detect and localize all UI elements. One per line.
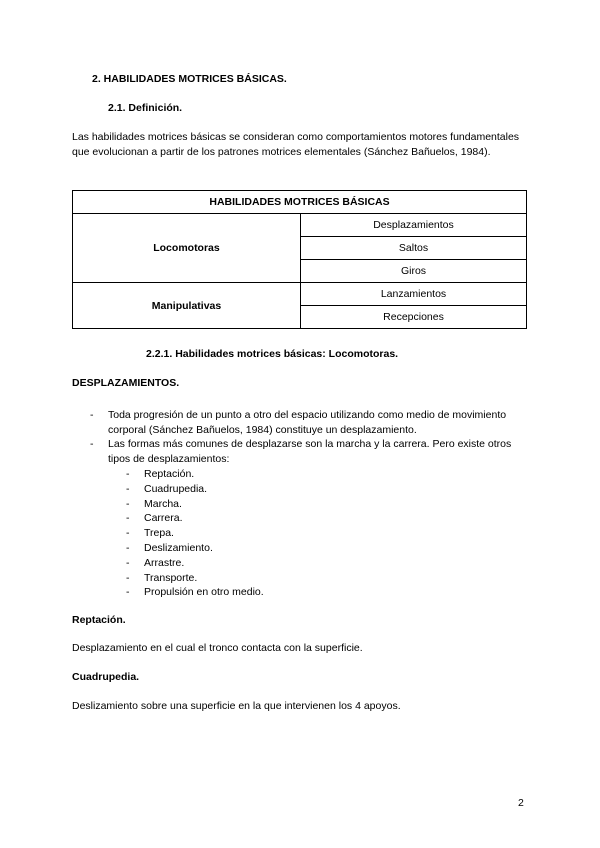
list-item: - Marcha. — [126, 497, 530, 512]
subsection-heading: 2.1. Definición. — [108, 102, 183, 114]
bullet-list — [90, 408, 530, 600]
list-item: - Propulsión en otro medio. — [126, 585, 530, 600]
section-heading: 2. HABILIDADES MOTRICES BÁSICAS. — [92, 73, 287, 85]
skills-table — [72, 190, 527, 329]
table-cell: Lanzamientos — [301, 283, 527, 306]
list-item: - Trepa. — [126, 526, 530, 541]
table-row — [73, 283, 527, 306]
list-item: - Reptación. — [126, 467, 530, 482]
page-number: 2 — [518, 797, 524, 809]
subsubsection-heading: 2.2.1. Habilidades motrices básicas: Locomotoras. — [146, 348, 399, 360]
list-item: - Carrera. — [126, 511, 530, 526]
cuadrupedia-heading: Cuadrupedia. — [72, 671, 140, 683]
category-manipulativas: Manipulativas — [73, 283, 301, 329]
sub-bullet-list — [126, 467, 530, 600]
list-item: - Cuadrupedia. — [126, 482, 530, 497]
list-item: - Arrastre. — [126, 556, 530, 571]
table-cell: Saltos — [301, 237, 527, 260]
table-header-row — [73, 191, 527, 214]
list-item: - Las formas más comunes de desplazarse son la marcha y la carrera. Pero existe otros tipos de desplazamientos: - Reptación. - Cuadrupedia. - Marcha. - Carrera. - Trepa. - Deslizamiento. - Arrastre. - Transporte. - Propulsión en otro medio. — [90, 437, 530, 600]
list-item: - Deslizamiento. — [126, 541, 530, 556]
reptacion-heading: Reptación. — [72, 614, 126, 626]
list-item: - Transporte. — [126, 571, 530, 586]
list-item: - Toda progresión de un punto a otro del espacio utilizando como medio de movimiento corporal (Sánchez Bañuelos, 1984) constituye un desplazamiento. — [90, 408, 530, 437]
table-header: HABILIDADES MOTRICES BÁSICAS — [73, 191, 527, 214]
definition-paragraph: Las habilidades motrices básicas se consideran como comportamientos motores fundamentales que evolucionan a partir de los patrones motrices elementales (Sánchez Bañuelos, 1984). — [72, 131, 520, 158]
reptacion-text: Desplazamiento en el cual el tronco contacta con la superficie. — [72, 642, 363, 654]
table-cell: Recepciones — [301, 306, 527, 329]
table-row — [73, 214, 527, 237]
category-locomotoras: Locomotoras — [73, 214, 301, 283]
desplazamientos-heading: DESPLAZAMIENTOS. — [72, 377, 180, 389]
table-cell: Giros — [301, 260, 527, 283]
table-cell: Desplazamientos — [301, 214, 527, 237]
cuadrupedia-text: Deslizamiento sobre una superficie en la que intervienen los 4 apoyos. — [72, 700, 401, 712]
